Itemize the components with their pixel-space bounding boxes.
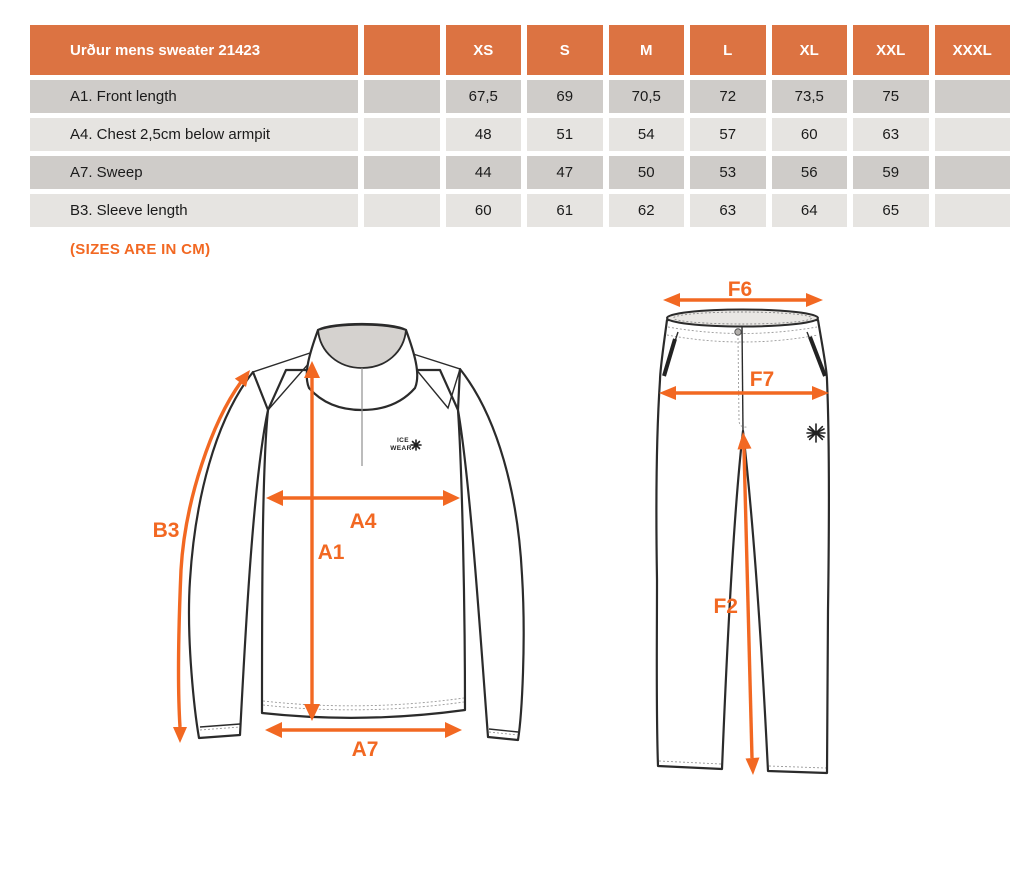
table-cell: 60 [446,194,522,227]
table-cell-empty [364,118,440,151]
table-cell: 54 [609,118,685,151]
table-cell: 60 [772,118,848,151]
table-cell: 53 [690,156,766,189]
table-cell: 59 [853,156,929,189]
svg-text:ICE: ICE [396,437,410,444]
svg-text:B3: B3 [152,519,180,542]
row-label: A4. Chest 2,5cm below armpit [30,118,358,151]
svg-text:F7: F7 [749,368,775,391]
table-title: Urður mens sweater 21423 [30,25,358,75]
table-cell-empty [364,156,440,189]
table-header-size: XXL [853,25,929,75]
sweater-diagram [150,300,570,770]
table-cell: 50 [609,156,685,189]
table-cell: 65 [853,194,929,227]
table-cell: 57 [690,118,766,151]
table-cell [935,194,1011,227]
measure-arrow-f6 [663,280,823,307]
table-cell [935,80,1011,113]
svg-text:F2: F2 [713,595,738,618]
snowflake-icon [411,440,421,450]
row-label: B3. Sleeve length [30,194,358,227]
table-header-size: XS [446,25,522,75]
table-cell: 63 [690,194,766,227]
table-cell: 61 [527,194,603,227]
table-cell: 48 [446,118,522,151]
table-cell: 70,5 [609,80,685,113]
table-cell: 47 [527,156,603,189]
table-header-empty [364,25,440,75]
table-cell-empty [364,194,440,227]
table-cell-empty [364,80,440,113]
table-header-size: M [609,25,685,75]
svg-text:F6: F6 [727,280,753,301]
table-cell: 56 [772,156,848,189]
table-cell: 67,5 [446,80,522,113]
table-header-size: XL [772,25,848,75]
table-cell [935,118,1011,151]
table-cell: 73,5 [772,80,848,113]
svg-text:A1: A1 [317,541,345,564]
table-cell: 72 [690,80,766,113]
svg-text:A7: A7 [351,738,379,761]
pants-diagram [630,280,1020,880]
row-label: A1. Front length [30,80,358,113]
table-cell: 63 [853,118,929,151]
table-header-size: XXXL [935,25,1011,75]
svg-text:A4: A4 [349,510,377,533]
table-cell: 62 [609,194,685,227]
table-cell: 64 [772,194,848,227]
svg-text:WEAR: WEAR [390,445,412,452]
row-label: A7. Sweep [30,156,358,189]
table-cell: 69 [527,80,603,113]
measure-arrow-a7 [265,722,462,761]
waist-button [735,329,741,335]
sizes-unit-note: (SIZES ARE IN CM) [70,241,211,258]
snowflake-icon [807,424,825,442]
table-cell: 51 [527,118,603,151]
table-cell: 75 [853,80,929,113]
table-cell [935,156,1011,189]
table-cell: 44 [446,156,522,189]
table-header-size: S [527,25,603,75]
table-header-size: L [690,25,766,75]
size-table [30,25,1010,227]
